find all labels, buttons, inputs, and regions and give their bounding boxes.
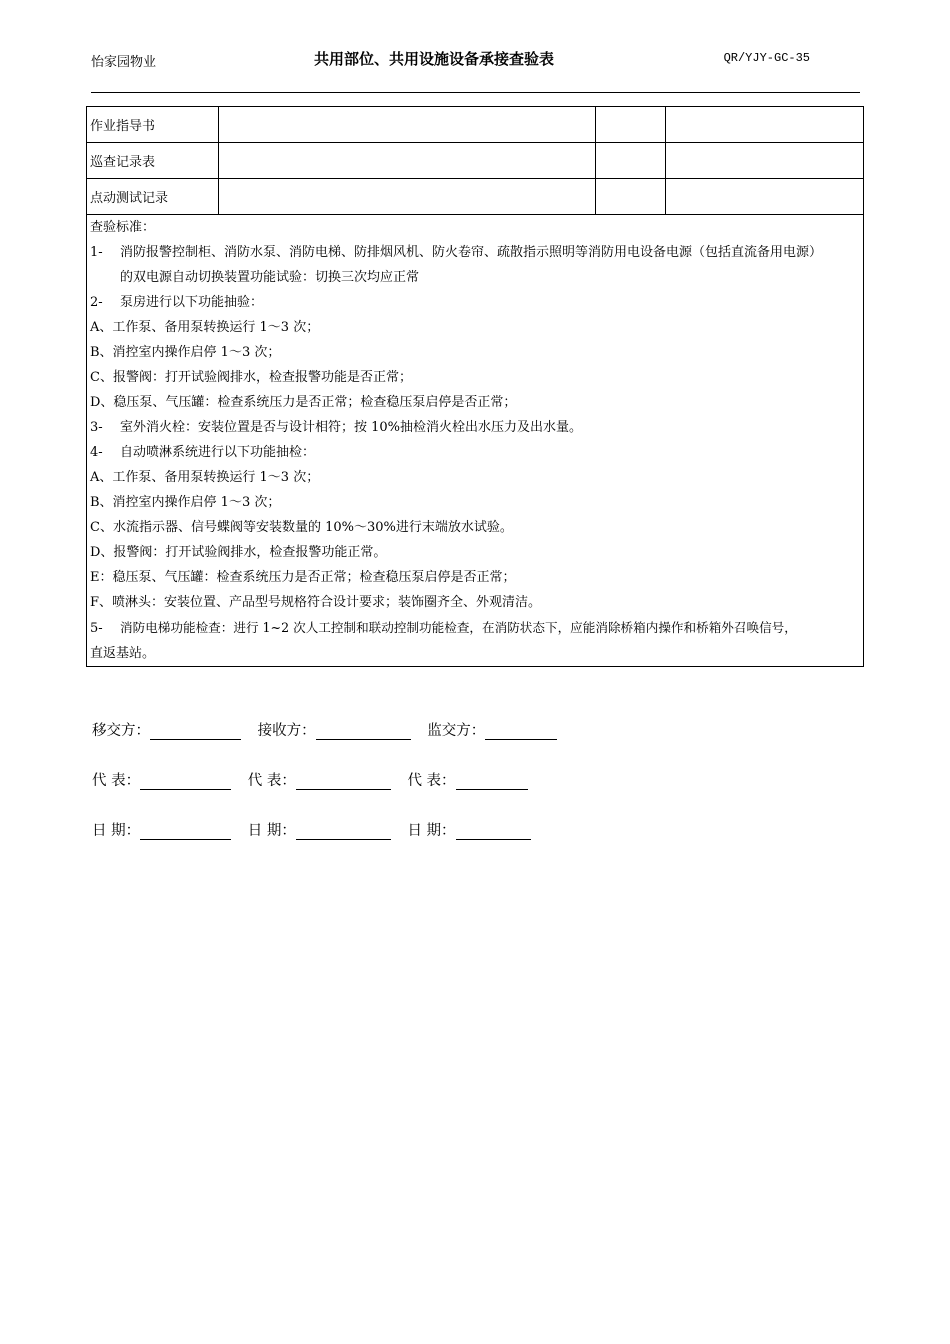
representative-label: 代 表： (407, 773, 456, 789)
content-cell[interactable] (595, 107, 665, 143)
page-title: 共用部位、共用设施设备承接查验表 (314, 50, 555, 68)
content-cell[interactable] (218, 179, 595, 215)
table-row (87, 107, 864, 143)
content-cell[interactable] (665, 107, 863, 143)
item-number: 4- (90, 445, 103, 460)
standards-line (90, 265, 860, 290)
item-number: 1- (90, 245, 103, 260)
standards-line (90, 490, 860, 515)
standards-line (90, 440, 860, 465)
content-cell[interactable] (665, 179, 863, 215)
standards-heading: 查验标准： (90, 220, 156, 235)
standards-line (90, 315, 860, 340)
item-text: B、消控室内操作启停 1～3 次； (90, 495, 281, 510)
item-text: 泵房进行以下功能抽验： (120, 295, 264, 310)
standards-line (90, 565, 860, 590)
standards-row (87, 215, 864, 667)
receiving-representative-field[interactable] (296, 773, 391, 790)
item-text: 自动喷淋系统进行以下功能抽检： (120, 445, 316, 460)
standards-line (90, 540, 860, 565)
item-number: 5- (90, 621, 103, 636)
content-cell[interactable] (595, 143, 665, 179)
signature-row-representative (92, 769, 569, 819)
company-name: 怡家园物业 (91, 55, 157, 70)
signature-row-parties (92, 719, 569, 769)
item-number: 3- (90, 420, 103, 435)
date-label: 日 期： (92, 823, 141, 839)
row-label: 作业指导书 (87, 107, 219, 143)
item-text: F、喷淋头：安装位置、产品型号规格符合设计要求；装饰圈齐全、外观清洁。 (90, 595, 542, 610)
date-label: 日 期： (407, 823, 456, 839)
standards-line (90, 415, 860, 440)
content-cell[interactable] (665, 143, 863, 179)
standards-line (90, 515, 860, 540)
item-text: 消防报警控制柜、消防水泵、消防电梯、防排烟风机、防火卷帘、疏散指示照明等消防用电设备电源（包括直流备用电源） (120, 245, 823, 260)
signature-section (92, 719, 569, 869)
item-text: D、报警阀：打开试验阀排水，检查报警功能正常。 (90, 545, 387, 560)
item-text: 消防电梯功能检查：进行 1~2 次人工控制和联动控制功能检查，在消防状态下，应能消除桥箱内操作和桥箱外召唤信号， (120, 620, 797, 635)
row-label: 点动测试记录 (87, 179, 219, 215)
document-code: QR/YJY-GC-35 (723, 51, 810, 65)
standards-line (90, 590, 860, 615)
item-text: A、工作泵、备用泵转换运行 1～3 次； (90, 470, 320, 485)
receiving-party-field[interactable] (316, 723, 411, 740)
standards-line (90, 465, 860, 490)
standards-line (90, 290, 860, 315)
row-label: 巡查记录表 (87, 143, 219, 179)
table-row (87, 143, 864, 179)
supervising-party-field[interactable] (485, 723, 557, 740)
supervising-representative-field[interactable] (456, 773, 528, 790)
content-cell[interactable] (595, 179, 665, 215)
item-text: 直返基站。 (90, 646, 156, 661)
content-cell[interactable] (218, 107, 595, 143)
standards-line (90, 641, 860, 666)
table-row (87, 179, 864, 215)
item-text: D、稳压泵、气压罐：检查系统压力是否正常；检查稳压泵启停是否正常； (90, 395, 517, 410)
standards-cell (87, 215, 864, 667)
signature-row-date (92, 819, 569, 869)
handover-party-field[interactable] (150, 723, 241, 740)
standards-line (90, 390, 860, 415)
item-text: C、水流指示器、信号蝶阀等安装数量的 10%～30%进行末端放水试验。 (90, 520, 513, 535)
representative-label: 代 表： (92, 773, 141, 789)
standards-line (90, 240, 860, 265)
receiving-party-label: 接收方： (257, 723, 316, 739)
inspection-table (86, 106, 864, 667)
standards-line (90, 340, 860, 365)
receiving-date-field[interactable] (296, 823, 391, 840)
handover-representative-field[interactable] (140, 773, 231, 790)
supervising-party-label: 监交方： (427, 723, 486, 739)
handover-party-label: 移交方： (92, 723, 150, 739)
item-text: C、报警阀：打开试验阀排水，检查报警功能是否正常； (90, 370, 412, 385)
date-label: 日 期： (247, 823, 296, 839)
representative-label: 代 表： (247, 773, 296, 789)
item-text: 室外消火栓：安装位置是否与设计相符；按 10%抽检消火栓出水压力及出水量。 (120, 420, 583, 435)
standards-line (90, 615, 860, 641)
page-header (91, 46, 860, 72)
item-text: A、工作泵、备用泵转换运行 1～3 次； (90, 320, 320, 335)
item-text: E：稳压泵、气压罐：检查系统压力是否正常；检查稳压泵启停是否正常； (90, 570, 516, 585)
handover-date-field[interactable] (140, 823, 231, 840)
item-number: 2- (90, 295, 103, 310)
item-text: B、消控室内操作启停 1～3 次； (90, 345, 281, 360)
supervising-date-field[interactable] (456, 823, 531, 840)
standards-line (90, 365, 860, 390)
item-text: 的双电源自动切换装置功能试验：切换三次均应正常 (120, 270, 420, 285)
content-cell[interactable] (218, 143, 595, 179)
header-divider (91, 92, 860, 93)
